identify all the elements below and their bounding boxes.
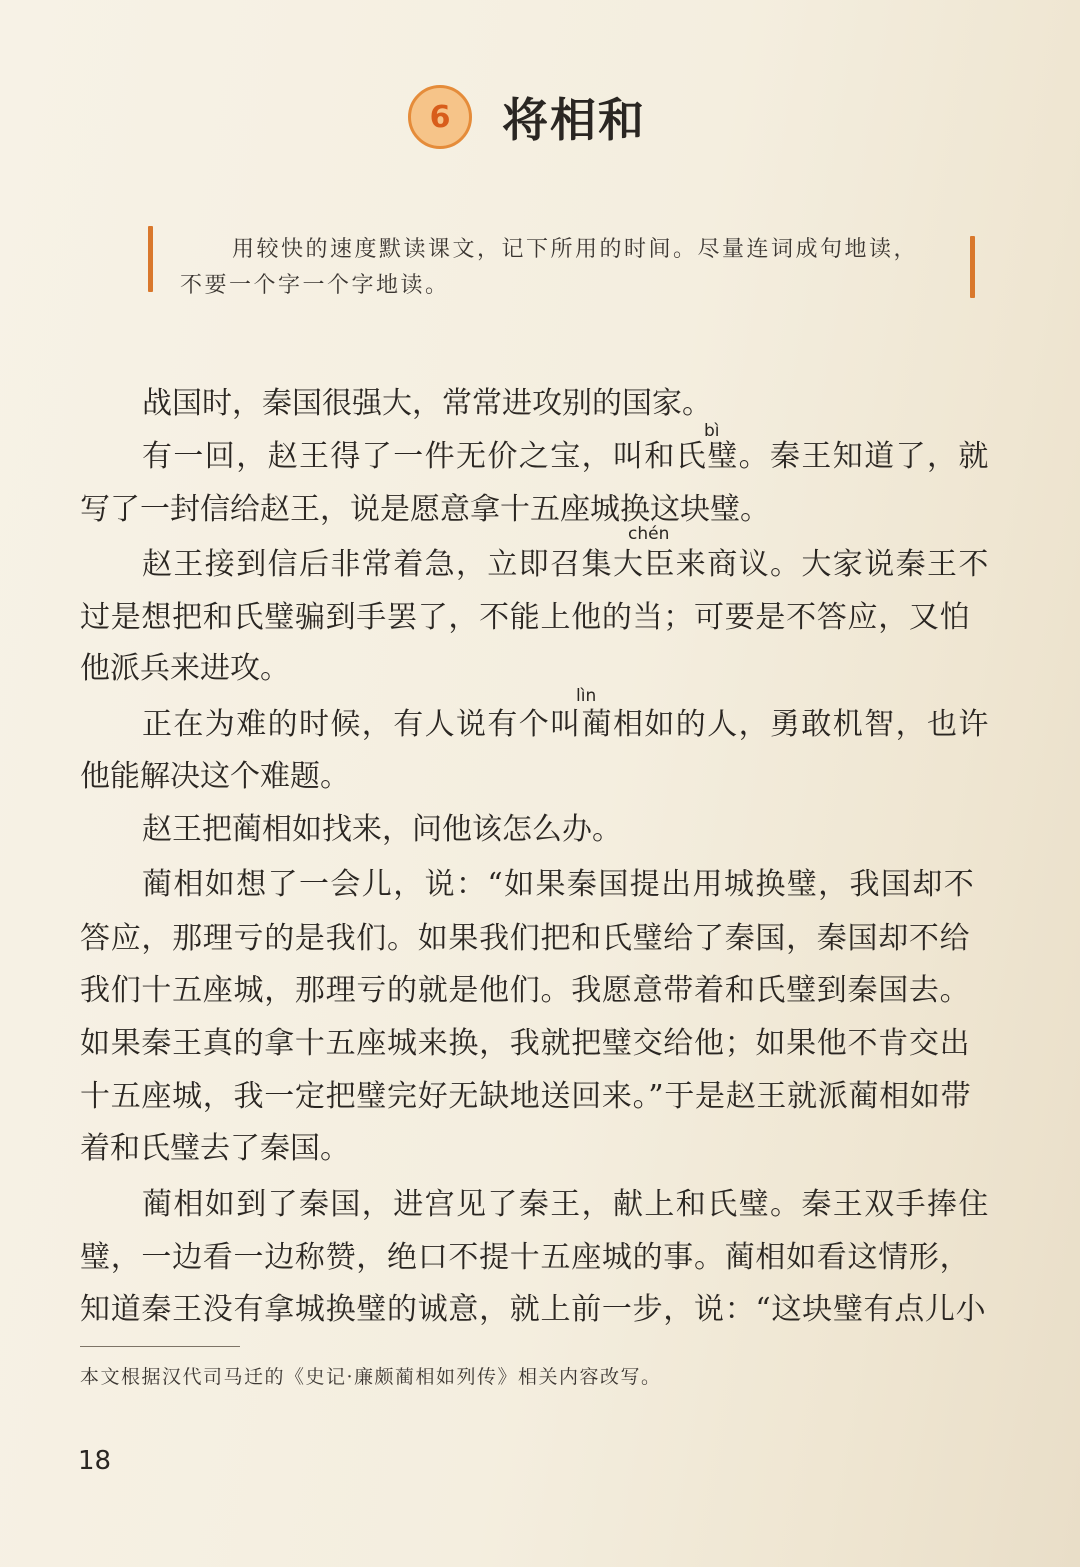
body-line: 我们十五座城，那理亏的就是他们。我愿意带着和氏璧到秦国去。 bbox=[80, 973, 971, 1008]
body-line: 知道秦王没有拿城换璧的诚意，就上前一步，说：“这块璧有点儿小 bbox=[80, 1292, 987, 1327]
body-line: 蔺相如想了一会儿，说：“如果秦国提出用城换璧，我国却不 bbox=[142, 867, 976, 902]
body-line: 璧，一边看一边称赞，绝口不提十五座城的事。蔺相如看这情形， bbox=[80, 1240, 971, 1275]
page-number: 18 bbox=[78, 1446, 112, 1476]
body-line: 如果秦王真的拿十五座城来换，我就把璧交给他；如果他不肯交出 bbox=[80, 1026, 971, 1061]
instruction-line-1: 用较快的速度默读课文，记下所用的时间。尽量连词成句地读， bbox=[232, 237, 919, 262]
body-line: 他能解决这个难题。 bbox=[80, 759, 350, 794]
body-line: 有一回，赵王得了一件无价之宝，叫和氏璧。秦王知道了，就 bbox=[142, 439, 990, 474]
body-line: 战国时，秦国很强大，常常进攻别的国家。 bbox=[142, 386, 712, 421]
instruction-left-bar bbox=[148, 226, 153, 292]
pinyin-bi: bì bbox=[704, 421, 720, 441]
body-line: 十五座城，我一定把璧完好无缺地送回来。”于是赵王就派蔺相如带 bbox=[80, 1079, 972, 1114]
pinyin-lin: lìn bbox=[576, 686, 597, 706]
body-line: 蔺相如到了秦国，进宫见了秦王，献上和氏璧。秦王双手捧住 bbox=[142, 1187, 990, 1222]
lesson-title-row bbox=[408, 82, 646, 152]
body-line: 过是想把和氏璧骗到手罢了，不能上他的当；可要是不答应，又怕 bbox=[80, 600, 971, 635]
pinyin-chen: chén bbox=[628, 524, 670, 544]
body-line: 着和氏璧去了秦国。 bbox=[80, 1131, 350, 1166]
footnote-rule bbox=[80, 1346, 240, 1347]
body-line: 正在为难的时候，有人说有个叫蔺相如的人，勇敢机智，也许 bbox=[142, 707, 990, 742]
body-line: 赵王接到信后非常着急，立即召集大臣来商议。大家说秦王不 bbox=[142, 547, 990, 582]
body-line: 写了一封信给赵王，说是愿意拿十五座城换这块璧。 bbox=[80, 492, 770, 527]
body-line: 他派兵来进攻。 bbox=[80, 651, 290, 686]
body-line: 赵王把蔺相如找来，问他该怎么办。 bbox=[142, 812, 622, 847]
instruction-line-2: 不要一个字一个字地读。 bbox=[180, 273, 450, 298]
lesson-title: 将相和 bbox=[502, 93, 646, 147]
instruction-right-bar bbox=[970, 236, 975, 298]
footnote: 本文根据汉代司马迁的《史记·廉颇蔺相如列传》相关内容改写。 bbox=[80, 1366, 662, 1388]
lesson-number-badge: 6 bbox=[408, 85, 472, 149]
body-line: 答应，那理亏的是我们。如果我们把和氏璧给了秦国，秦国却不给 bbox=[80, 921, 971, 956]
